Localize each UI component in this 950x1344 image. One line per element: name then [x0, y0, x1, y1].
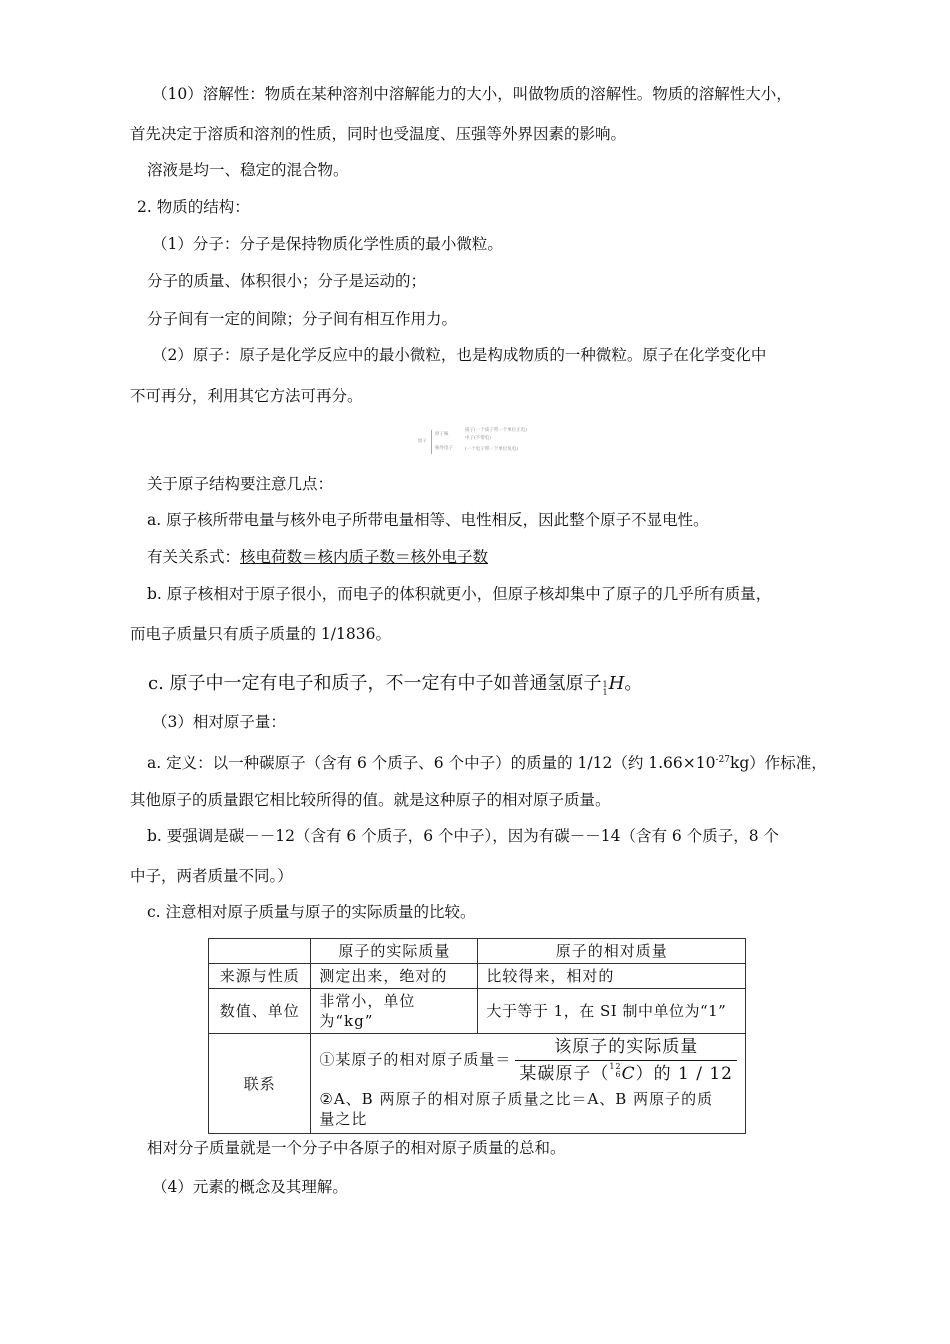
table-row [209, 989, 746, 1034]
atom-definition-line1: （2）原子：原子是化学反应中的最小微粒，也是构成物质的一种微粒。原子在化学变化中 [152, 346, 767, 364]
paragraph-solubility-line2: 首先决定于溶质和溶剂的性质，同时也受温度、压强等外界因素的影响。 [130, 125, 627, 143]
molecule-property-2: 分子间有一定的间隙；分子间有相互作用力。 [147, 310, 458, 328]
diagram-atom: 原子 [418, 439, 427, 444]
diagram-nucleus: 原子核 [435, 432, 449, 437]
table-row-label: 来源与性质 [209, 964, 311, 989]
formula-denominator [515, 1061, 737, 1085]
table-row [209, 964, 746, 989]
molecule-definition: （1）分子：分子是保持物质化学性质的最小微粒。 [152, 235, 503, 253]
ratio-line1: ②A、B 两原子的相对原子质量之比＝A、B 两原子的质 [319, 1090, 714, 1108]
molecule-property-1: 分子的质量、体积很小；分子是运动的； [147, 272, 427, 290]
formula-prefix: ①某原子的相对原子质量＝ [319, 1050, 512, 1069]
carbon-mass-number: 12 [609, 1062, 622, 1071]
diagram-brace [431, 430, 434, 454]
note-b-line2: 而电子质量只有质子质量的 1/1836。 [130, 625, 391, 643]
note-c [148, 672, 642, 697]
mass-comparison-table [208, 938, 746, 1134]
relative-mass-title: （3）相对原子量： [152, 713, 286, 731]
diagram-electron-charge: (一个电子带一个单位负电) [465, 447, 519, 452]
table-header-relative: 原子的相对质量 [478, 939, 746, 964]
table-header-empty [209, 939, 311, 964]
formula-fraction [515, 1036, 737, 1085]
note-a: a. 原子核所带电量与核外电子所带电量相等、电性相反，因此整个原子不显电性。 [147, 511, 709, 529]
definition-b-line2: 中子，两者质量不同。） [130, 867, 293, 885]
definition-a-exponent: -27 [715, 755, 730, 765]
relation-line [147, 547, 488, 567]
table-row-label: 联系 [209, 1034, 311, 1134]
note-c-end: 。 [624, 673, 643, 694]
carbon-isotope-notation [609, 1063, 621, 1079]
table-cell: 测定出来，绝对的 [311, 964, 478, 989]
denominator-suffix: ）的 1 / 12 [635, 1064, 733, 1084]
table-row [209, 1034, 746, 1134]
table-header-actual: 原子的实际质量 [311, 939, 478, 964]
hydrogen-atomic-number: 1 [602, 688, 608, 697]
atom-structure-diagram [415, 428, 545, 458]
definition-a-line1 [147, 750, 827, 773]
molecular-mass-sentence: 相对分子质量就是一个分子中各原子的相对原子质量的总和。 [147, 1139, 566, 1157]
note-b-line1: b. 原子核相对于原子很小，而电子的体积就更小，但原子核却集中了原子的几乎所有质量， [147, 585, 772, 603]
carbon-symbol: C [621, 1064, 636, 1084]
formula-numerator: 该原子的实际质量 [515, 1036, 737, 1061]
diagram-neutron: 中子(不带电) [465, 436, 492, 441]
table-cell: 非常小，单位为“kg” [311, 989, 478, 1034]
hydrogen-isotope-notation [603, 681, 608, 697]
element-concept-title: （4）元素的概念及其理解。 [152, 1178, 348, 1196]
formula-line [319, 1036, 737, 1085]
definition-a-line2: 其他原子的质量跟它相比较所得的值。就是这种原子的相对原子质量。 [130, 791, 611, 809]
table-header-row [209, 939, 746, 964]
paragraph-solubility-line1: （10）溶解性：物质在某种溶剂中溶解能力的大小，叫做物质的溶解性。物质的溶解性大小， [152, 85, 792, 103]
diagram-electron: 核外电子 [435, 446, 453, 451]
denominator-prefix: 某碳原子（ [519, 1064, 610, 1084]
carbon-atomic-number: 6 [615, 1070, 622, 1079]
definition-c: c. 注意相对原子质量与原子的实际质量的比较。 [147, 903, 476, 921]
note-c-text: c. 原子中一定有电子和质子，不一定有中子如普通氢原子 [148, 673, 602, 694]
relation-equation: 核电荷数＝核内质子数＝核外电子数 [240, 548, 489, 566]
table-row-label: 数值、单位 [209, 989, 311, 1034]
paragraph-solution: 溶液是均一、稳定的混合物。 [147, 161, 349, 179]
section-title-structure: 2. 物质的结构： [137, 198, 250, 216]
atom-definition-line2: 不可再分，利用其它方法可再分。 [130, 387, 363, 405]
ratio-line2: 量之比 [319, 1110, 368, 1128]
definition-a-part1: a. 定义：以一种碳原子（含有 6 个质子、6 个中子）的质量的 1/12（约 1.66×10 [147, 754, 716, 772]
relation-cell [311, 1034, 746, 1134]
hydrogen-mass-number: 1 [602, 680, 608, 689]
atom-notes-title: 关于原子结构要注意几点： [147, 475, 334, 493]
definition-a-part2: kg）作标准， [729, 754, 827, 772]
definition-b-line1: b. 要强调是碳－－12（含有 6 个质子，6 个中子），因为有碳－－14（含有 6 个质子，8 个 [147, 827, 779, 845]
diagram-proton: 质子(一个质子带一个单位正电) [465, 428, 528, 433]
relation-label: 有关关系式： [147, 548, 241, 566]
table-cell: 大于等于 1，在 SI 制中单位为“1” [478, 989, 746, 1034]
table-cell: 比较得来，相对的 [478, 964, 746, 989]
hydrogen-symbol: H [608, 673, 625, 694]
